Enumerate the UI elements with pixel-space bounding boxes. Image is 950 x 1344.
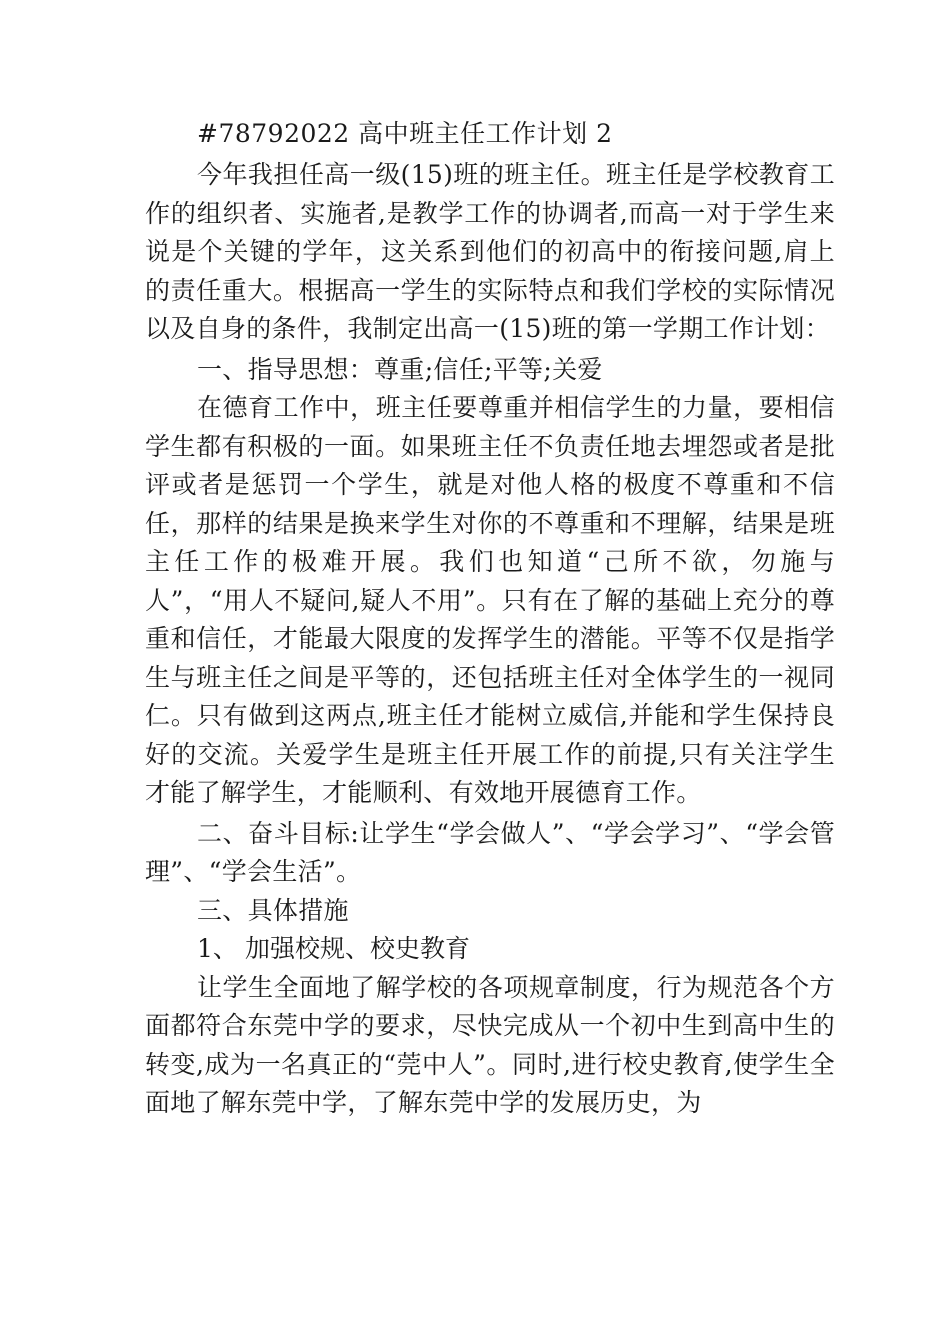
section-3-heading: 三、具体措施	[197, 895, 349, 925]
intro-paragraph: 今年我担任高一级(15)班的班主任。班主任是学校教育工作的组织者、实施者,是教学工作的协调者,而高一对于学生来说是个关键的学年，这关系到他们的初高中的衔接问题,肩上的责任重大。根据高一学生的实际特点和我们学校的实际情况以及自身的条件，我制定出高一(15)班的第一学期工作计划：	[145, 160, 835, 343]
section-1-heading: 一、指导思想：尊重;信任;平等;关爱	[197, 354, 603, 384]
document-body	[145, 112, 835, 1123]
measure-item-1	[145, 930, 835, 969]
section-2-paragraph: 二、奋斗目标:让学生“学会做人”、“学会学习”、“学会管理”、“学会生活”。	[145, 818, 835, 886]
document-title: #78792022 高中班主任工作计划 2	[197, 119, 613, 148]
measure-item-1-paragraph: 让学生全面地了解学校的各项规章制度，行为规范各个方面都符合东莞中学的要求，尽快完成从一个初中生到高中生的转变,成为一名真正的“莞中人”。同时,进行校史教育,使学生全面地了解东莞中学，了解东莞中学的发展历史，为	[145, 972, 835, 1117]
measure-item-1-title: 加强校规、校史教育	[245, 934, 471, 963]
section-1-paragraph: 在德育工作中，班主任要尊重并相信学生的力量，要相信学生都有积极的一面。如果班主任不负责任地去埋怨或者是批评或者是惩罚一个学生，就是对他人格的极度不尊重和不信任，那样的结果是换来学生对你的不尊重和不理解，结果是班主任工作的极难开展。我们也知道“己所不欲，勿施与人”，“用人不疑问,疑人不用”。只有在了解的基础上充分的尊重和信任，才能最大限度的发挥学生的潜能。平等不仅是指学生与班主任之间是平等的，还包括班主任对全体学生的一视同仁。只有做到这两点,班主任才能树立威信,并能和学生保持良好的交流。关爱学生是班主任开展工作的前提,只有关注学生才能了解学生，才能顺利、有效地开展德育工作。	[145, 393, 835, 807]
measure-item-1-number: 1、	[197, 934, 238, 963]
